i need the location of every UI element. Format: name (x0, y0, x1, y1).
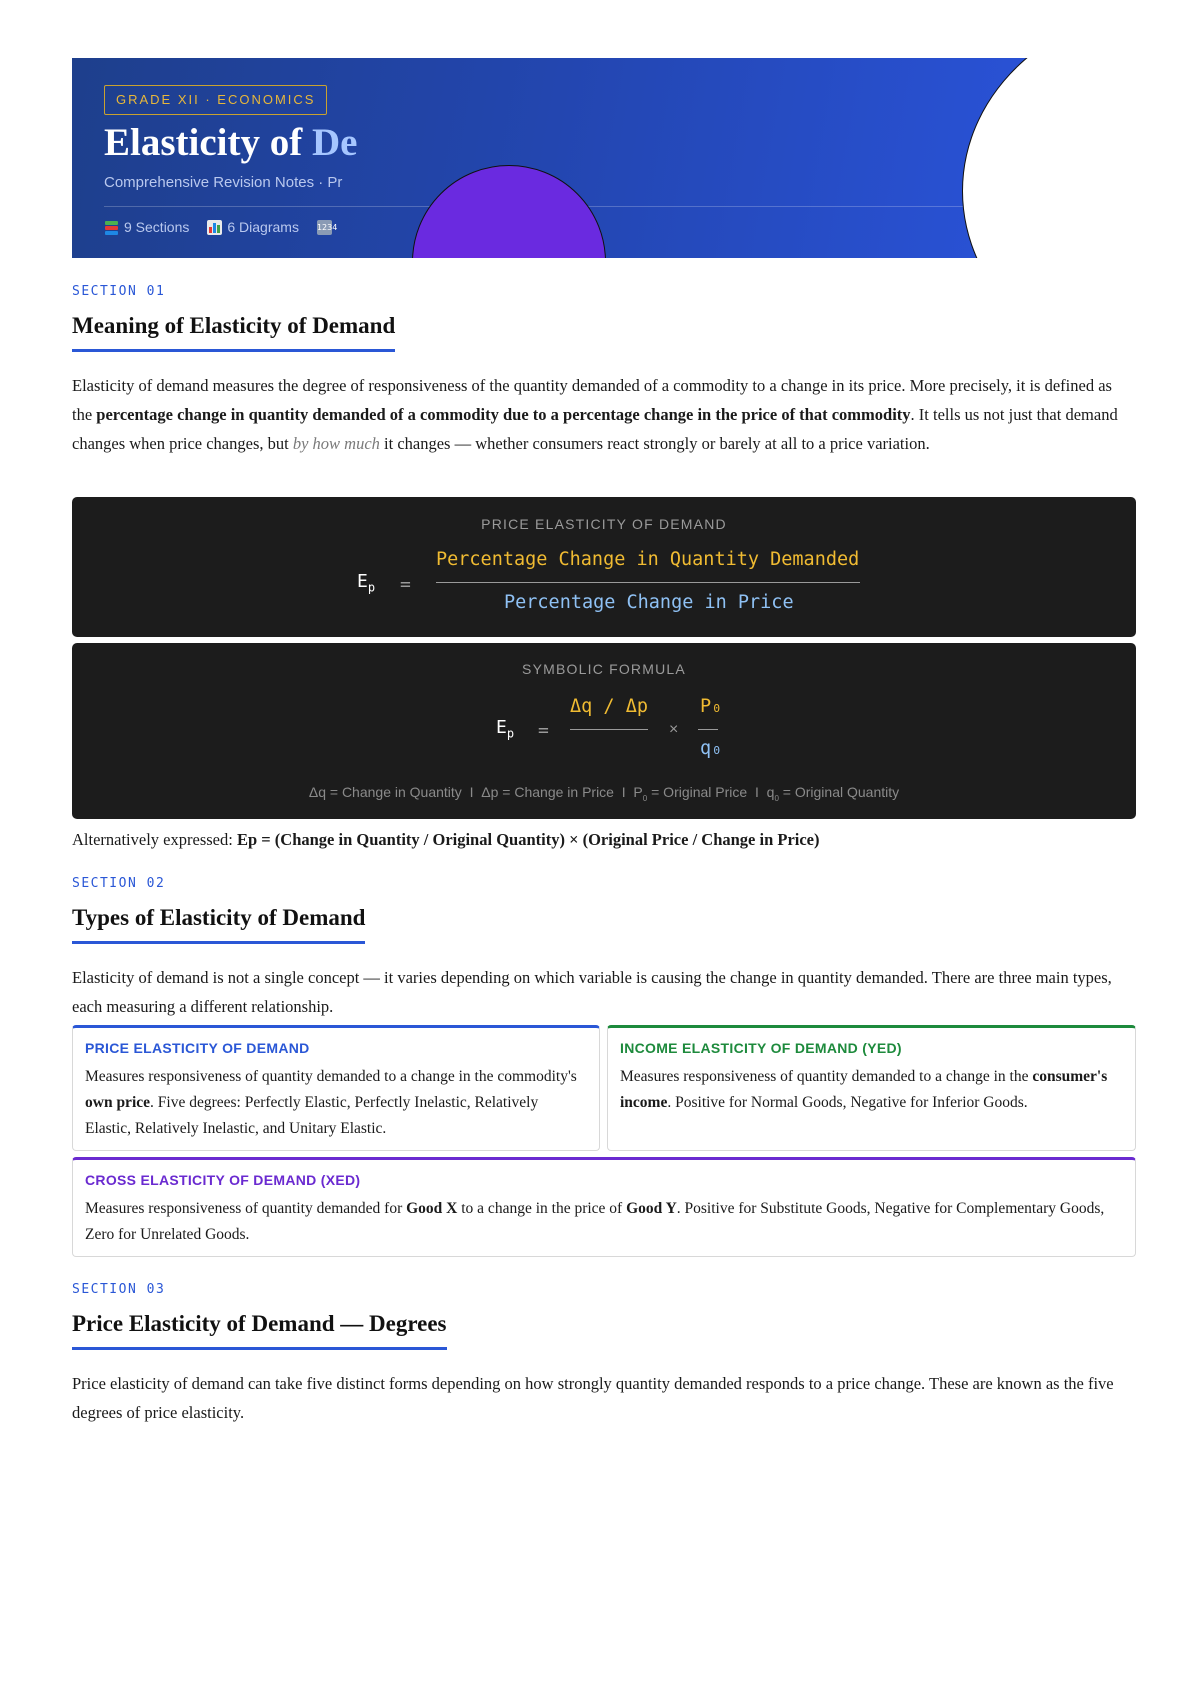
fraction-bar (436, 582, 860, 583)
legend-symbol: q (766, 784, 775, 800)
legend-symbol: Δp (481, 784, 499, 800)
page-title (104, 120, 357, 165)
legend-text: = Original Price (647, 784, 748, 800)
formula-legend (72, 784, 1136, 803)
legend-text: = Change in Quantity (325, 784, 462, 800)
section-03-intro: Price elasticity of demand can take five distinct forms depending on how strongly quantity demanded responds to a price change. These are known as the five degrees of price elasticity. (72, 1374, 1114, 1422)
section-02-intro: Elasticity of demand is not a single concept — it varies depending on which variable is causing the change in quantity demanded. There are three main types, each measuring a different relationship. (72, 968, 1112, 1016)
meta-sections (104, 219, 189, 235)
meta-sections-label: 9 Sections (124, 219, 190, 235)
times-sign: × (669, 721, 679, 738)
formula-symbolic (72, 643, 1136, 819)
para-text: . It tells us not just that demand changes when price changes, but (72, 405, 1118, 453)
formula-lhs (496, 717, 514, 741)
card-cross-elasticity (72, 1157, 1136, 1257)
lhs-subscript: p (506, 726, 515, 741)
card-text: . Five degrees: Perfectly Elastic, Perfectly Inelastic, Relatively Elastic, Relatively Inelastic, and Unitary Elastic. (85, 1094, 539, 1137)
fraction-bar (698, 729, 718, 730)
meta-diagrams (207, 219, 299, 235)
white-circle-overlay (962, 58, 1136, 258)
section-02-label: SECTION 02 (72, 876, 166, 891)
legend-item (481, 784, 614, 800)
grade-badge: GRADE XII · ECONOMICS (104, 85, 327, 115)
section-01-label: SECTION 01 (72, 284, 166, 299)
meta-numbers (316, 219, 338, 235)
alt-prefix: Alternatively expressed: (72, 830, 237, 849)
para-bold: percentage change in quantity demanded of a commodity due to a percentage change in the price of that commodity (96, 405, 911, 424)
formula-lhs (357, 571, 375, 595)
formula-denominator: Percentage Change in Price (504, 592, 794, 613)
card-bold: own price (85, 1094, 151, 1111)
card-body (85, 1196, 1123, 1248)
card-text: . Positive for Normal Goods, Negative for Inferior Goods. (667, 1094, 1028, 1111)
legend-text: = Change in Price (498, 784, 614, 800)
card-price-elasticity (72, 1025, 600, 1151)
lhs-symbol: E (496, 717, 507, 738)
subtitle-left: Comprehensive Revision Notes · Pr (104, 174, 343, 191)
legend-item (309, 784, 462, 800)
legend-text: = Original Quantity (778, 784, 900, 800)
title-accent: De (311, 121, 358, 164)
legend-separator: I (621, 784, 626, 800)
title-main: Elasticity of (104, 121, 312, 164)
section-03-title: Price Elasticity of Demand — Degrees (72, 1311, 447, 1350)
para-text: it changes — whether consumers react strongly or barely at all to a price variation. (379, 434, 930, 453)
numbers-icon: 1234 (317, 220, 332, 235)
section-01-title: Meaning of Elasticity of Demand (72, 313, 395, 352)
legend-item (633, 784, 748, 803)
card-bold: Good Y (626, 1200, 677, 1217)
formula-label: PRICE ELASTICITY OF DEMAND (481, 516, 727, 532)
para-text: Elasticity of demand measures the degree of responsiveness of the quantity demanded of a commodity to a change in its price. More precisely, it is defined as the (72, 376, 1112, 424)
card-text: Measures responsiveness of quantity demanded to a change in the (620, 1068, 1033, 1085)
card-title: PRICE ELASTICITY OF DEMAND (85, 1040, 310, 1056)
hero-meta (104, 219, 338, 235)
card-text: Measures responsiveness of quantity demanded to a change in the commodity's (85, 1068, 577, 1085)
card-text: . Positive for Substitute Goods, Negative for Complementary Goods, Zero for Unrelated Goods. (85, 1200, 1105, 1243)
card-bold: Good X (406, 1200, 458, 1217)
formula-numerator-ratio: Δq / Δp (570, 696, 648, 717)
card-body (85, 1064, 587, 1142)
legend-symbol: P (633, 784, 643, 800)
legend-item (766, 784, 900, 803)
para-emphasis: by how much (292, 434, 380, 453)
bar-chart-icon (207, 220, 222, 235)
formula-numerator-price: P₀ (700, 696, 723, 717)
alternative-formula (72, 825, 1136, 854)
card-text: to a change in the price of (457, 1200, 627, 1217)
meta-diagrams-label: 6 Diagrams (227, 219, 299, 235)
card-text: Measures responsiveness of quantity demanded for (85, 1200, 407, 1217)
formula-label: SYMBOLIC FORMULA (522, 661, 686, 677)
formula-denominator-quantity: q₀ (700, 738, 723, 759)
hero-banner (72, 58, 1136, 258)
formula-equals: = (538, 720, 549, 741)
formula-numerator: Percentage Change in Quantity Demanded (436, 549, 860, 570)
legend-separator: I (469, 784, 474, 800)
alt-formula-bold: Ep = (Change in Quantity / Original Quantity) × (Original Price / Change in Price) (236, 830, 820, 849)
legend-symbol: Δq (308, 784, 326, 800)
card-title: CROSS ELASTICITY OF DEMAND (XED) (85, 1172, 361, 1188)
card-title: INCOME ELASTICITY OF DEMAND (YED) (620, 1040, 902, 1056)
card-income-elasticity (607, 1025, 1136, 1151)
lhs-symbol: E (357, 571, 368, 592)
legend-separator: I (754, 784, 759, 800)
formula-price-elasticity (72, 497, 1136, 637)
card-bold: consumer's income (620, 1068, 1108, 1111)
books-icon (104, 220, 119, 235)
legend-subscript: 0 (642, 793, 648, 803)
card-body (620, 1064, 1123, 1116)
fraction-bar (570, 729, 648, 730)
formula-equals: = (400, 574, 411, 595)
legend-subscript: 0 (774, 793, 779, 803)
section-01-paragraph (72, 371, 1136, 458)
lhs-subscript: p (367, 580, 376, 595)
section-02-title: Types of Elasticity of Demand (72, 905, 365, 944)
section-03-label: SECTION 03 (72, 1282, 166, 1297)
